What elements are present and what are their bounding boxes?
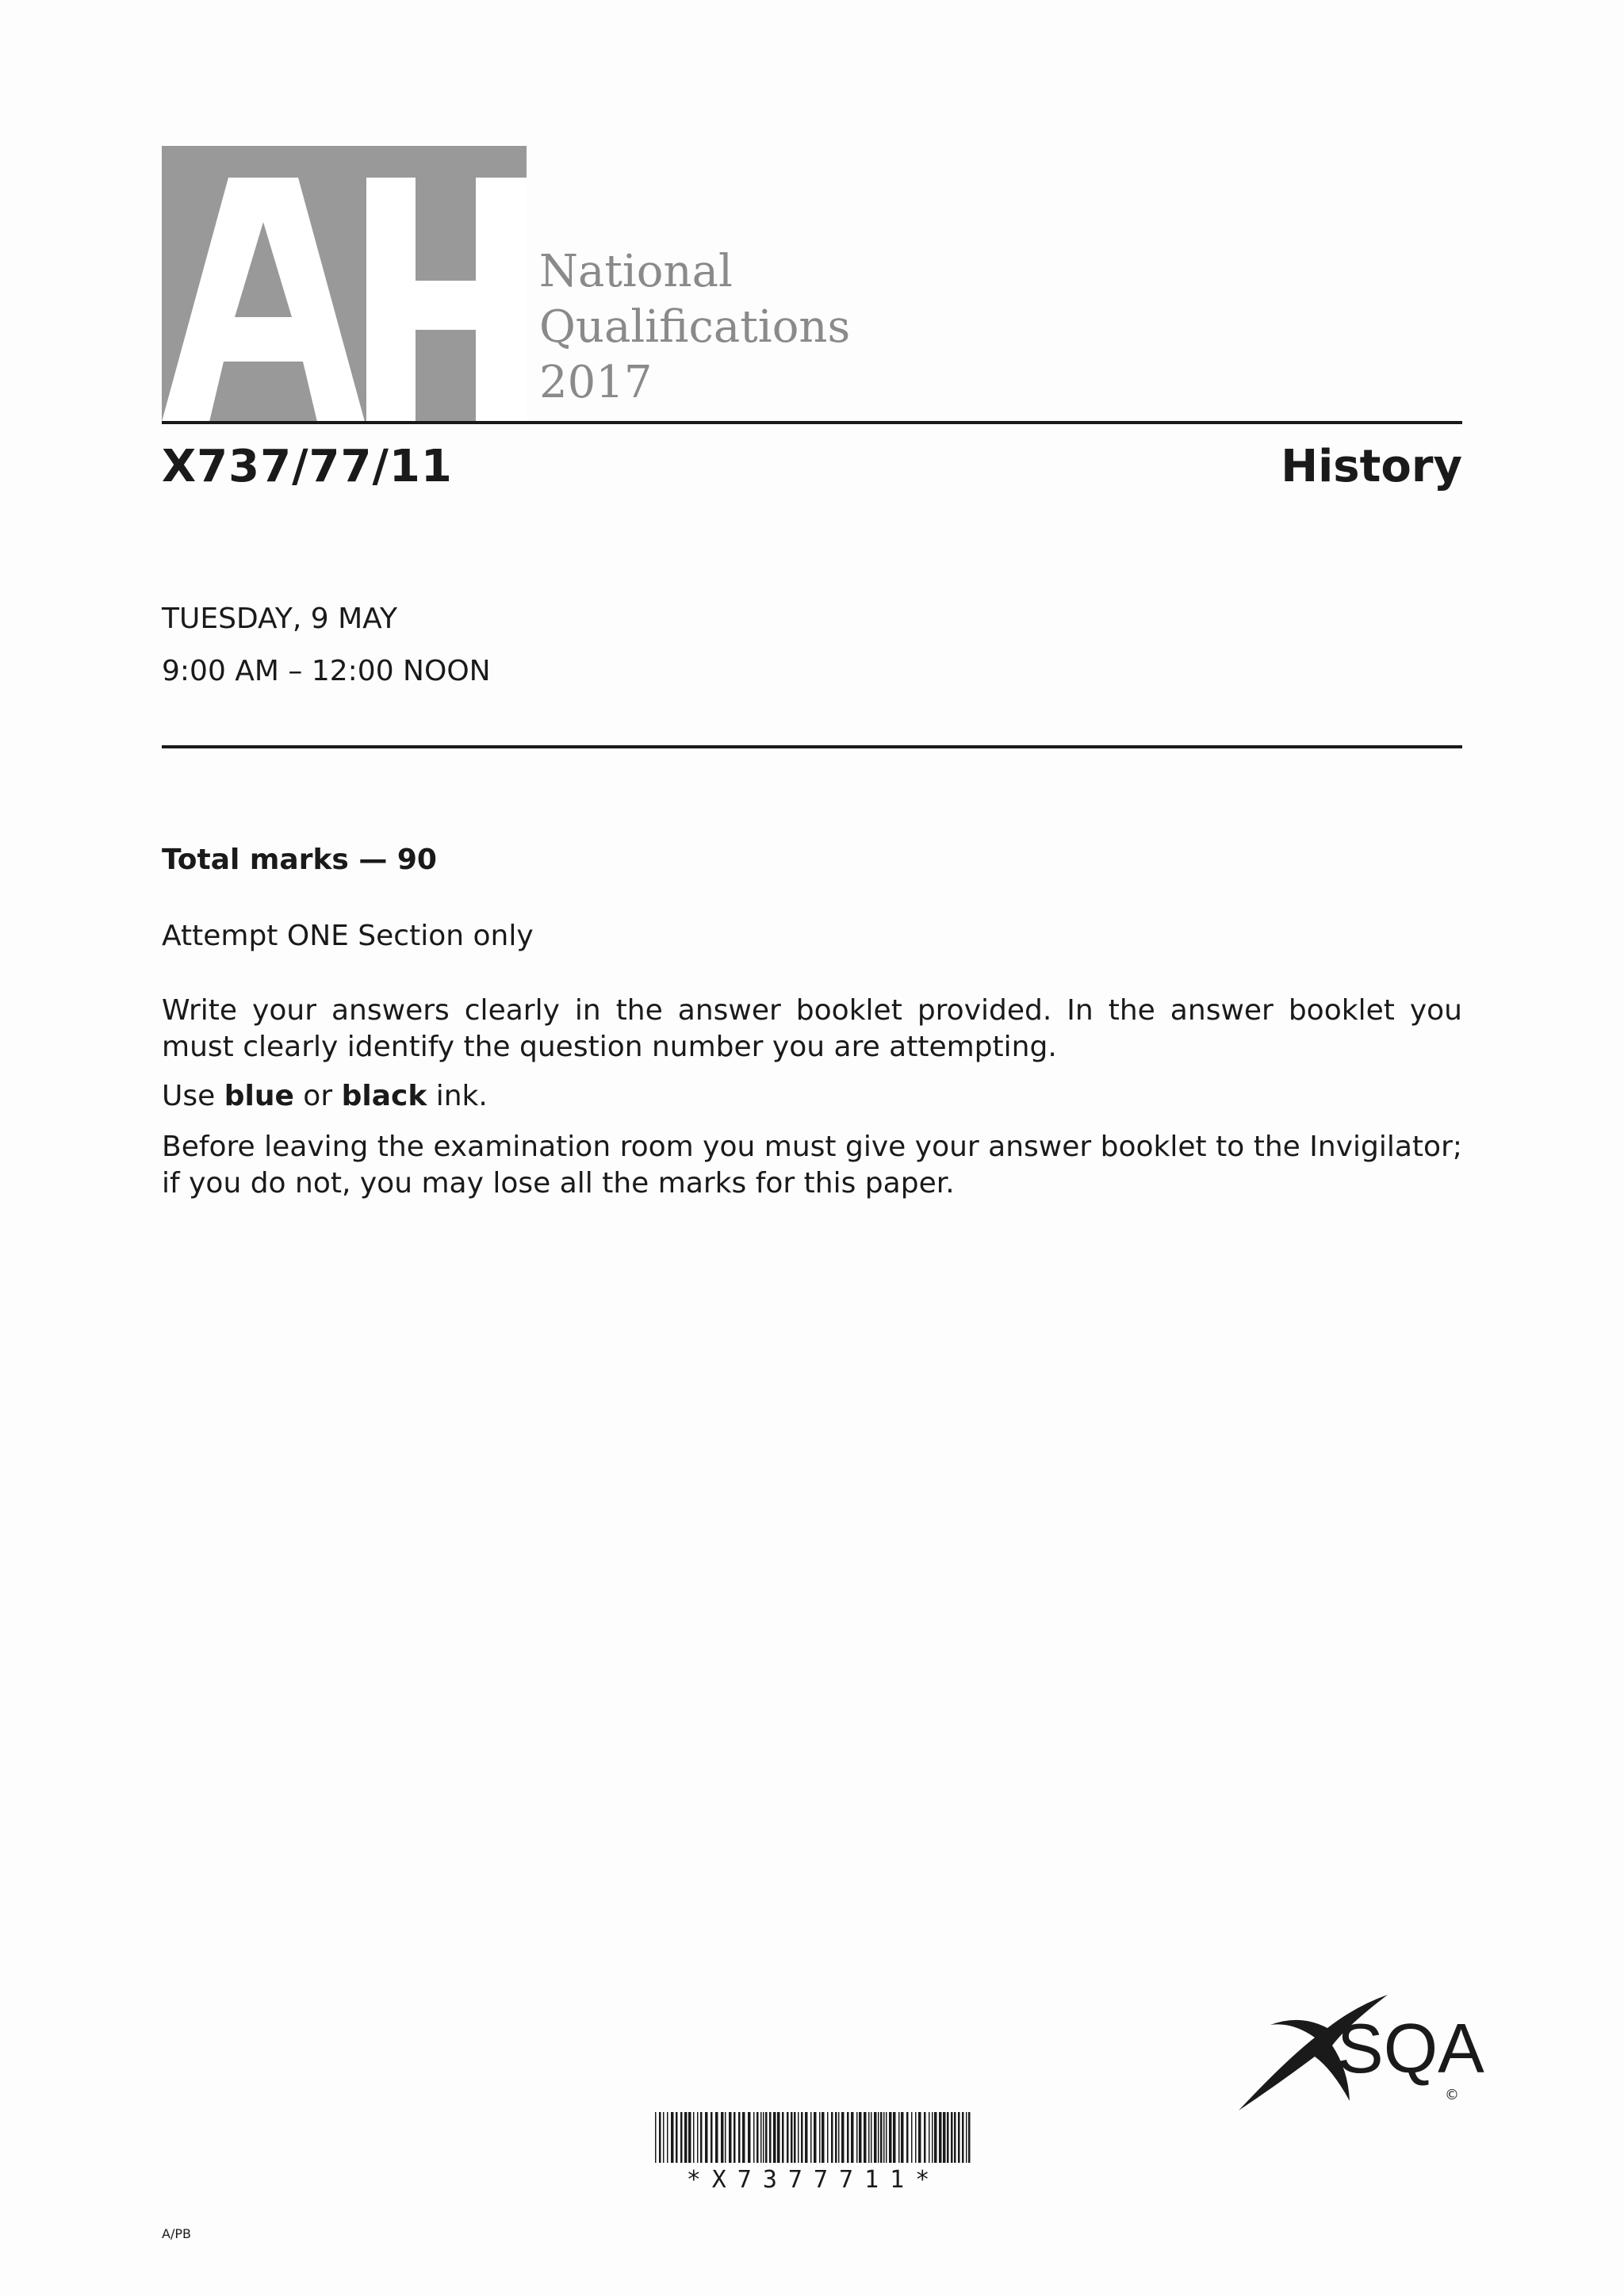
barcode-bar [958,2112,960,2163]
ink-suffix: ink. [427,1080,488,1112]
write-instruction: Write your answers clearly in the answer booklet provided. In the answer booklet you must clearly identify the question number you are attempting. [162,994,1462,1063]
barcode-bar [729,2112,732,2163]
barcode-bar [782,2112,784,2163]
nq-line-year: 2017 [539,357,653,408]
barcode-bar [856,2112,858,2163]
barcode-bar [760,2112,762,2163]
barcode-bar [705,2112,708,2163]
barcode-bar [901,2112,904,2163]
barcode-bar [738,2112,741,2163]
barcode-bar [773,2112,776,2163]
barcode-bar [715,2112,718,2163]
barcode-bar [700,2112,703,2163]
exam-time: 9:00 AM – 12:00 NOON [162,655,491,687]
barcode-bar [798,2112,799,2163]
exam-date: TUESDAY, 9 MAY [162,603,397,635]
barcode-bar [733,2112,736,2163]
barcode-bar [880,2112,883,2163]
ink-or: or [293,1080,342,1112]
attempt-instruction: Attempt ONE Section only [162,920,534,952]
barcode-bar [777,2112,780,2163]
barcode-bar [968,2112,971,2163]
total-marks: Total marks — 90 [162,844,437,876]
barcode-bar [801,2112,803,2163]
barcode-bar [697,2112,699,2163]
barcode [655,2112,972,2163]
barcode-bar [814,2112,817,2163]
barcode-bar [805,2112,808,2163]
paper-code: X737/77/11 [162,441,453,492]
barcode-bar [966,2112,967,2163]
barcode-bar [763,2112,764,2163]
barcode-text: *X7377711* [686,2166,941,2194]
barcode-bar [847,2112,849,2163]
barcode-bar [841,2112,845,2163]
barcode-bar [918,2112,921,2163]
subject-title: History [1281,441,1462,492]
barcode-bar [680,2112,683,2163]
copyright-symbol: © [1445,2087,1459,2103]
barcode-bar [893,2112,896,2163]
barcode-bar [769,2112,772,2163]
ink-prefix: Use [162,1080,224,1112]
barcode-bar [663,2112,665,2163]
barcode-bar [954,2112,956,2163]
barcode-bar [889,2112,892,2163]
barcode-bar [671,2112,674,2163]
barcode-bar [915,2112,917,2163]
barcode-bar [851,2112,854,2163]
barcode-bar [886,2112,887,2163]
barcode-bar [676,2112,678,2163]
barcode-bar [962,2112,964,2163]
nq-line-qualifications: Qualifications [539,301,851,353]
barcode-bar [951,2112,953,2163]
barcode-bar [791,2112,793,2163]
barcode-bar [742,2112,745,2163]
barcode-bar [868,2112,870,2163]
ah-letters-graphic [162,146,527,422]
top-divider [162,421,1462,424]
barcode-bar [878,2112,879,2163]
barcode-bar [756,2112,759,2163]
middle-divider [162,745,1462,748]
ink-black: black [341,1080,427,1112]
barcode-bar [906,2112,909,2163]
ink-blue: blue [224,1080,294,1112]
national-qualifications-label [539,244,850,411]
barcode-bar [934,2112,937,2163]
barcode-bar [947,2112,949,2163]
ink-instruction [162,1078,1462,1115]
barcode-bar [871,2112,872,2163]
barcode-bar [688,2112,691,2163]
barcode-bar [924,2112,926,2163]
barcode-bar [932,2112,933,2163]
barcode-bar [667,2112,668,2163]
barcode-bar [725,2112,726,2163]
ah-logo [162,146,527,422]
sqa-logo [1229,1990,1484,2125]
barcode-bar [819,2112,821,2163]
barcode-bar [874,2112,877,2163]
barcode-bar [864,2112,867,2163]
barcode-bar [939,2112,942,2163]
barcode-bar [838,2112,840,2163]
footer-code: A/PB [162,2226,191,2241]
barcode-bar [911,2112,913,2163]
barcode-bar [898,2112,900,2163]
barcode-bar [883,2112,885,2163]
nq-line-national: National [539,246,733,297]
barcode-bar [859,2112,862,2163]
barcode-bar [943,2112,946,2163]
barcode-bar [827,2112,829,2163]
barcode-bar [794,2112,796,2163]
barcode-bar [787,2112,789,2163]
barcode-bar [684,2112,688,2163]
sqa-wordmark: SQA [1337,2009,1484,2087]
barcode-bar [710,2112,713,2163]
barcode-bar [655,2112,657,2163]
barcode-bar [693,2112,695,2163]
barcode-bar [659,2112,661,2163]
barcode-bar [831,2112,833,2163]
barcode-bar [765,2112,768,2163]
barcode-bar [753,2112,755,2163]
barcode-bar [822,2112,825,2163]
barcode-bar [835,2112,837,2163]
barcode-bar [721,2112,724,2163]
booklet-instruction: Before leaving the examination room you must give your answer booklet to the Invigilator; if you do not, you may lose all the marks for this paper. [162,1131,1462,1200]
barcode-bar [810,2112,812,2163]
barcode-bar [929,2112,930,2163]
barcode-bar [748,2112,751,2163]
